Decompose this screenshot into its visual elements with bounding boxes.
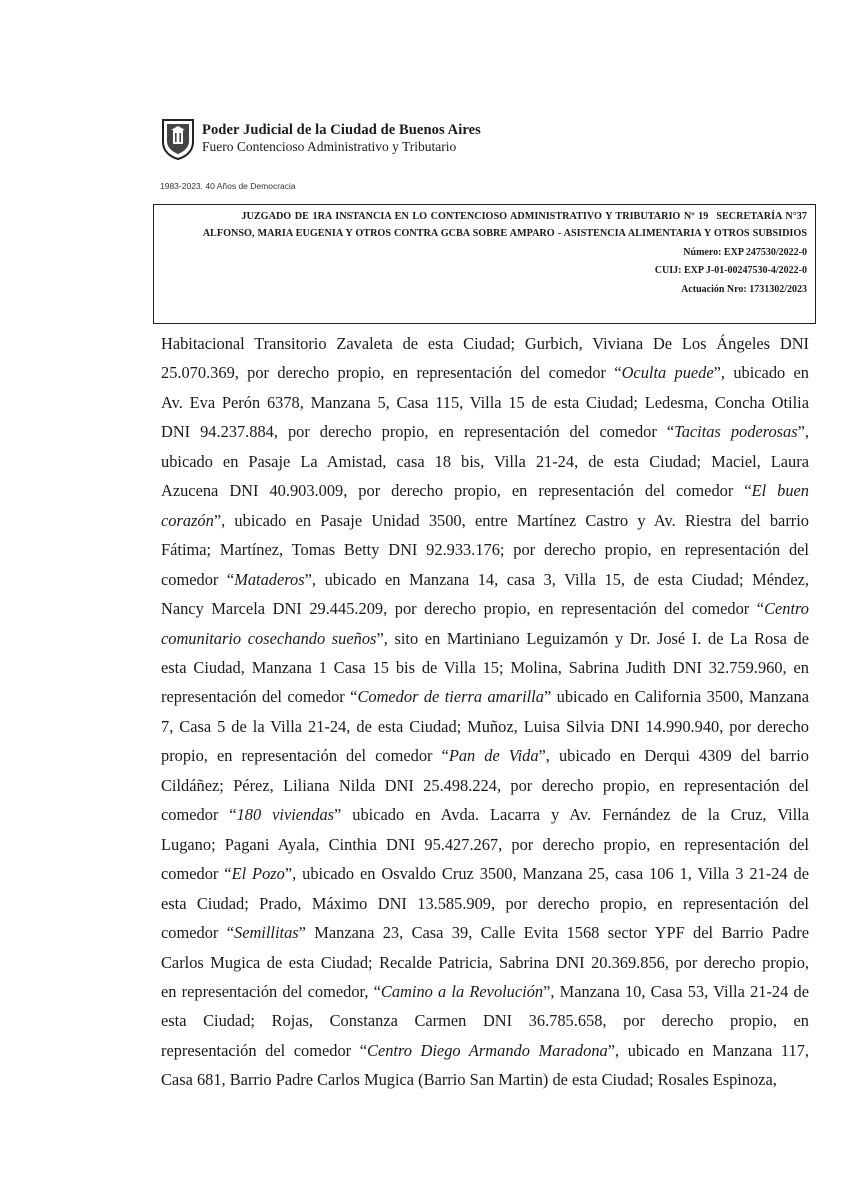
body-line: Fátima; Martínez, Tomas Betty DNI 92.933.176; por derecho propio, en representación del: [161, 540, 809, 560]
comedor-name: Mataderos: [234, 569, 305, 589]
commemorative-motto: 1983-2023. 40 Años de Democracia: [160, 181, 296, 191]
comedor-name: Centro Diego Armando Maradona: [367, 1040, 608, 1060]
body-line: representación del comedor “Comedor de tierra amarilla” ubicado en California 3500, Manzana: [161, 687, 809, 707]
body-line: en representación del comedor, “Camino a la Revolución”, Manzana 10, Casa 53, Villa 21-24 de: [161, 981, 809, 1001]
body-line: Azucena DNI 40.903.009, por derecho propio, en representación del comedor “El buen: [161, 481, 809, 501]
comedor-name: comunitario cosechando sueños: [161, 628, 377, 648]
comedor-name: Tacitas poderosas: [674, 422, 798, 442]
case-cuij: CUIJ: EXP J-01-00247530-4/2022-0: [654, 265, 807, 276]
document-body: [161, 329, 809, 1095]
court-line: [162, 211, 807, 224]
case-header-box: [153, 204, 816, 324]
body-line: 25.070.369, por derecho propio, en representación del comedor “Oculta puede”, ubicado en: [161, 363, 809, 383]
org-name: Poder Judicial de la Ciudad de Buenos Aires: [202, 121, 481, 138]
case-parties: ALFONSO, MARIA EUGENIA Y OTROS CONTRA GCBA SOBRE AMPARO - ASISTENCIA ALIMENTARIA Y OTROS SUBSIDIOS: [202, 227, 807, 239]
body-line: esta Ciudad; Rojas, Constanza Carmen DNI 36.785.658, por derecho propio, en: [161, 1011, 809, 1031]
org-subtitle: Fuero Contencioso Administrativo y Tributario: [202, 138, 457, 154]
letterhead: [160, 116, 481, 160]
body-line: corazón”, ubicado en Pasaje Unidad 3500, entre Martínez Castro y Av. Riestra del barrio: [161, 510, 809, 530]
body-line: Carlos Mugica de esta Ciudad; Recalde Patricia, Sabrina DNI 20.369.856, por derecho propio,: [161, 952, 809, 972]
body-line: esta Ciudad, Manzana 1 Casa 15 bis de Villa 15; Molina, Sabrina Judith DNI 32.759.960, en: [161, 657, 809, 677]
comedor-name: Oculta puede: [621, 363, 714, 383]
case-number: Número: EXP 247530/2022-0: [683, 246, 807, 258]
body-line: Cildáñez; Pérez, Liliana Nilda DNI 25.498.224, por derecho propio, en representación del: [161, 775, 809, 795]
body-line: comedor “El Pozo”, ubicado en Osvaldo Cruz 3500, Manzana 25, casa 106 1, Villa 3 21-24 de: [161, 864, 810, 884]
comedor-name: Comedor de tierra amarilla: [357, 687, 544, 707]
actuacion-number: Actuación Nro: 1731302/2023: [681, 283, 807, 295]
body-line: comedor “180 viviendas” ubicado en Avda. Lacarra y Av. Fernández de la Cruz, Villa: [161, 805, 809, 825]
comedor-name: 180 viviendas: [236, 805, 335, 825]
court-seal-icon: [160, 116, 196, 160]
comedor-name: Centro: [764, 599, 809, 619]
body-line: Habitacional Transitorio Zavaleta de esta Ciudad; Gurbich, Viviana De Los Ángeles DNI: [161, 334, 809, 353]
body-line: Nancy Marcela DNI 29.445.209, por derecho propio, en representación del comedor “Centro: [161, 599, 809, 619]
body-line: ubicado en Pasaje La Amistad, casa 18 bis, Villa 21-24, de esta Ciudad; Maciel, Laura: [161, 451, 809, 471]
body-line: propio, en representación del comedor “Pan de Vida”, ubicado en Derqui 4309 del barrio: [161, 746, 809, 766]
comedor-name: Camino a la Revolución: [380, 981, 544, 1001]
comedor-name: corazón: [161, 510, 214, 530]
body-line: 7, Casa 5 de la Villa 21-24, de esta Ciudad; Muñoz, Luisa Silvia DNI 14.990.940, por derecho: [161, 716, 809, 736]
comedor-name: El Pozo: [231, 864, 285, 884]
comedor-name: Pan de Vida: [448, 746, 539, 766]
comedor-name: El buen: [751, 481, 809, 501]
body-line: Lugano; Pagani Ayala, Cinthia DNI 95.427.267, por derecho propio, en representación del: [161, 834, 809, 854]
body-line: comedor “Mataderos”, ubicado en Manzana 14, casa 3, Villa 15, de esta Ciudad; Méndez,: [161, 569, 810, 589]
body-line: Casa 681, Barrio Padre Carlos Mugica (Barrio San Martin) de esta Ciudad; Rosales Espinoza,: [161, 1070, 777, 1090]
body-line: DNI 94.237.884, por derecho propio, en representación del comedor “Tacitas poderosas”,: [161, 422, 809, 442]
body-line: comunitario cosechando sueños”, sito en Martiniano Leguizamón y Dr. José I. de La Rosa de: [161, 628, 809, 648]
body-line: esta Ciudad; Prado, Máximo DNI 13.585.909, por derecho propio, en representación del: [161, 893, 809, 913]
body-line: comedor “Semillitas” Manzana 23, Casa 39, Calle Evita 1568 sector YPF del Barrio Padre: [161, 923, 810, 943]
body-line: Av. Eva Perón 6378, Manzana 5, Casa 115, Villa 15 de esta Ciudad; Ledesma, Concha Otilia: [161, 392, 809, 412]
body-line: representación del comedor “Centro Diego Armando Maradona”, ubicado en Manzana 117,: [161, 1040, 809, 1060]
court-name: JUZGADO DE 1RA INSTANCIA EN LO CONTENCIOSO ADMINISTRATIVO Y TRIBUTARIO Nº 19: [241, 211, 709, 222]
secretaria: SECRETARÍA N°37: [716, 211, 807, 222]
comedor-name: Semillitas: [234, 923, 299, 943]
